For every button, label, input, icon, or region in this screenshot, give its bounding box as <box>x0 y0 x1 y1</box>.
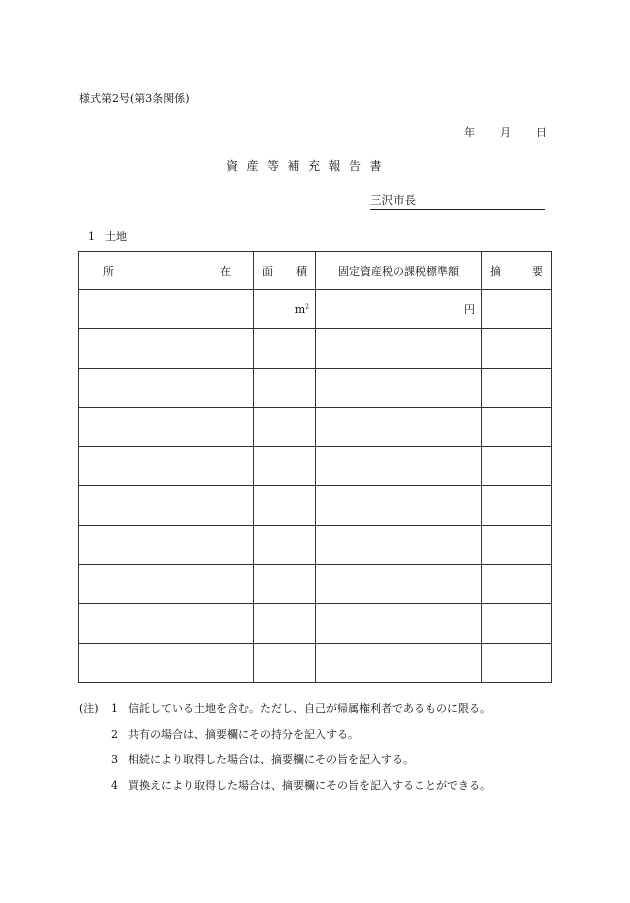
table-row <box>79 329 552 368</box>
tax-base-cell[interactable] <box>316 486 482 525</box>
table-row <box>79 368 552 407</box>
remarks-cell[interactable] <box>482 329 552 368</box>
area-cell[interactable] <box>254 290 316 329</box>
tax-base-cell[interactable] <box>316 604 482 643</box>
area-unit: m <box>294 302 306 316</box>
table-row <box>79 643 552 682</box>
location-cell[interactable] <box>79 329 254 368</box>
table-row <box>79 525 552 564</box>
area-cell[interactable] <box>254 447 316 486</box>
area-cell[interactable] <box>254 368 316 407</box>
note-number: 2 <box>111 727 118 741</box>
table-row <box>79 447 552 486</box>
table-header-row <box>79 252 552 290</box>
land-table <box>78 251 552 683</box>
area-cell[interactable] <box>254 525 316 564</box>
location-cell[interactable] <box>79 290 254 329</box>
tax-base-cell[interactable] <box>316 407 482 446</box>
tax-unit: 円 <box>464 303 475 317</box>
table-row <box>79 407 552 446</box>
location-cell[interactable] <box>79 407 254 446</box>
remarks-cell[interactable] <box>482 447 552 486</box>
note-item <box>79 722 491 748</box>
remarks-cell[interactable] <box>482 290 552 329</box>
header-remarks <box>482 252 552 290</box>
header-area-char-1: 面 <box>262 264 273 278</box>
location-cell[interactable] <box>79 486 254 525</box>
table-row <box>79 565 552 604</box>
area-cell[interactable] <box>254 329 316 368</box>
area-cell[interactable] <box>254 604 316 643</box>
remarks-cell[interactable] <box>482 407 552 446</box>
note-text: 相続により取得した場合は、摘要欄にその旨を記入する。 <box>128 753 414 767</box>
tax-base-cell[interactable] <box>316 525 482 564</box>
table-row <box>79 290 552 329</box>
tax-base-cell[interactable] <box>316 565 482 604</box>
tax-base-cell[interactable] <box>316 329 482 368</box>
header-area <box>254 252 316 290</box>
note-text: 共有の場合は、摘要欄にその持分を記入する。 <box>128 727 359 741</box>
location-cell[interactable] <box>79 604 254 643</box>
header-location-char-2: 在 <box>220 264 231 278</box>
remarks-cell[interactable] <box>482 368 552 407</box>
note-text: 買換えにより取得した場合は、摘要欄にその旨を記入することができる。 <box>128 779 491 793</box>
location-cell[interactable] <box>79 368 254 407</box>
note-item <box>79 696 491 722</box>
tax-base-cell[interactable] <box>316 643 482 682</box>
note-number: 3 <box>111 753 118 767</box>
form-number: 様式第2号(第3条関係) <box>79 92 190 105</box>
header-tax-base: 固定資産税の課税標準額 <box>316 252 482 290</box>
date-year-label: 年 <box>464 126 475 139</box>
notes-section <box>79 696 491 799</box>
area-cell[interactable] <box>254 565 316 604</box>
remarks-cell[interactable] <box>482 486 552 525</box>
area-cell[interactable] <box>254 643 316 682</box>
area-unit-superscript: 2 <box>305 302 309 310</box>
section-label: 土地 <box>105 230 127 243</box>
remarks-cell[interactable] <box>482 525 552 564</box>
header-location <box>79 252 254 290</box>
table-row <box>79 486 552 525</box>
remarks-cell[interactable] <box>482 643 552 682</box>
document-title: 資産等補充報告書 <box>226 159 391 173</box>
location-cell[interactable] <box>79 643 254 682</box>
note-number: 1 <box>111 702 118 715</box>
section-heading <box>88 228 127 244</box>
location-cell[interactable] <box>79 565 254 604</box>
note-item <box>79 747 491 773</box>
header-location-char-1: 所 <box>103 264 114 278</box>
tax-base-cell[interactable] <box>316 447 482 486</box>
remarks-cell[interactable] <box>482 565 552 604</box>
area-cell[interactable] <box>254 486 316 525</box>
remarks-cell[interactable] <box>482 604 552 643</box>
notes-lead: (注) <box>79 702 99 715</box>
tax-base-cell[interactable] <box>316 368 482 407</box>
section-number: 1 <box>88 230 95 243</box>
date-day-label: 日 <box>536 126 547 139</box>
area-cell[interactable] <box>254 407 316 446</box>
location-cell[interactable] <box>79 447 254 486</box>
table-row <box>79 604 552 643</box>
header-remarks-char-2: 要 <box>532 264 543 278</box>
header-remarks-char-1: 摘 <box>490 264 501 278</box>
note-item <box>79 773 491 799</box>
header-area-char-2: 積 <box>296 264 307 278</box>
location-cell[interactable] <box>79 525 254 564</box>
note-number: 4 <box>111 779 118 793</box>
tax-base-cell[interactable] <box>316 290 482 329</box>
date-month-label: 月 <box>500 126 511 139</box>
addressee: 三沢市長 <box>370 192 545 210</box>
note-text: 信託している土地を含む。ただし、自己が帰属権利者であるものに限る。 <box>128 702 491 715</box>
